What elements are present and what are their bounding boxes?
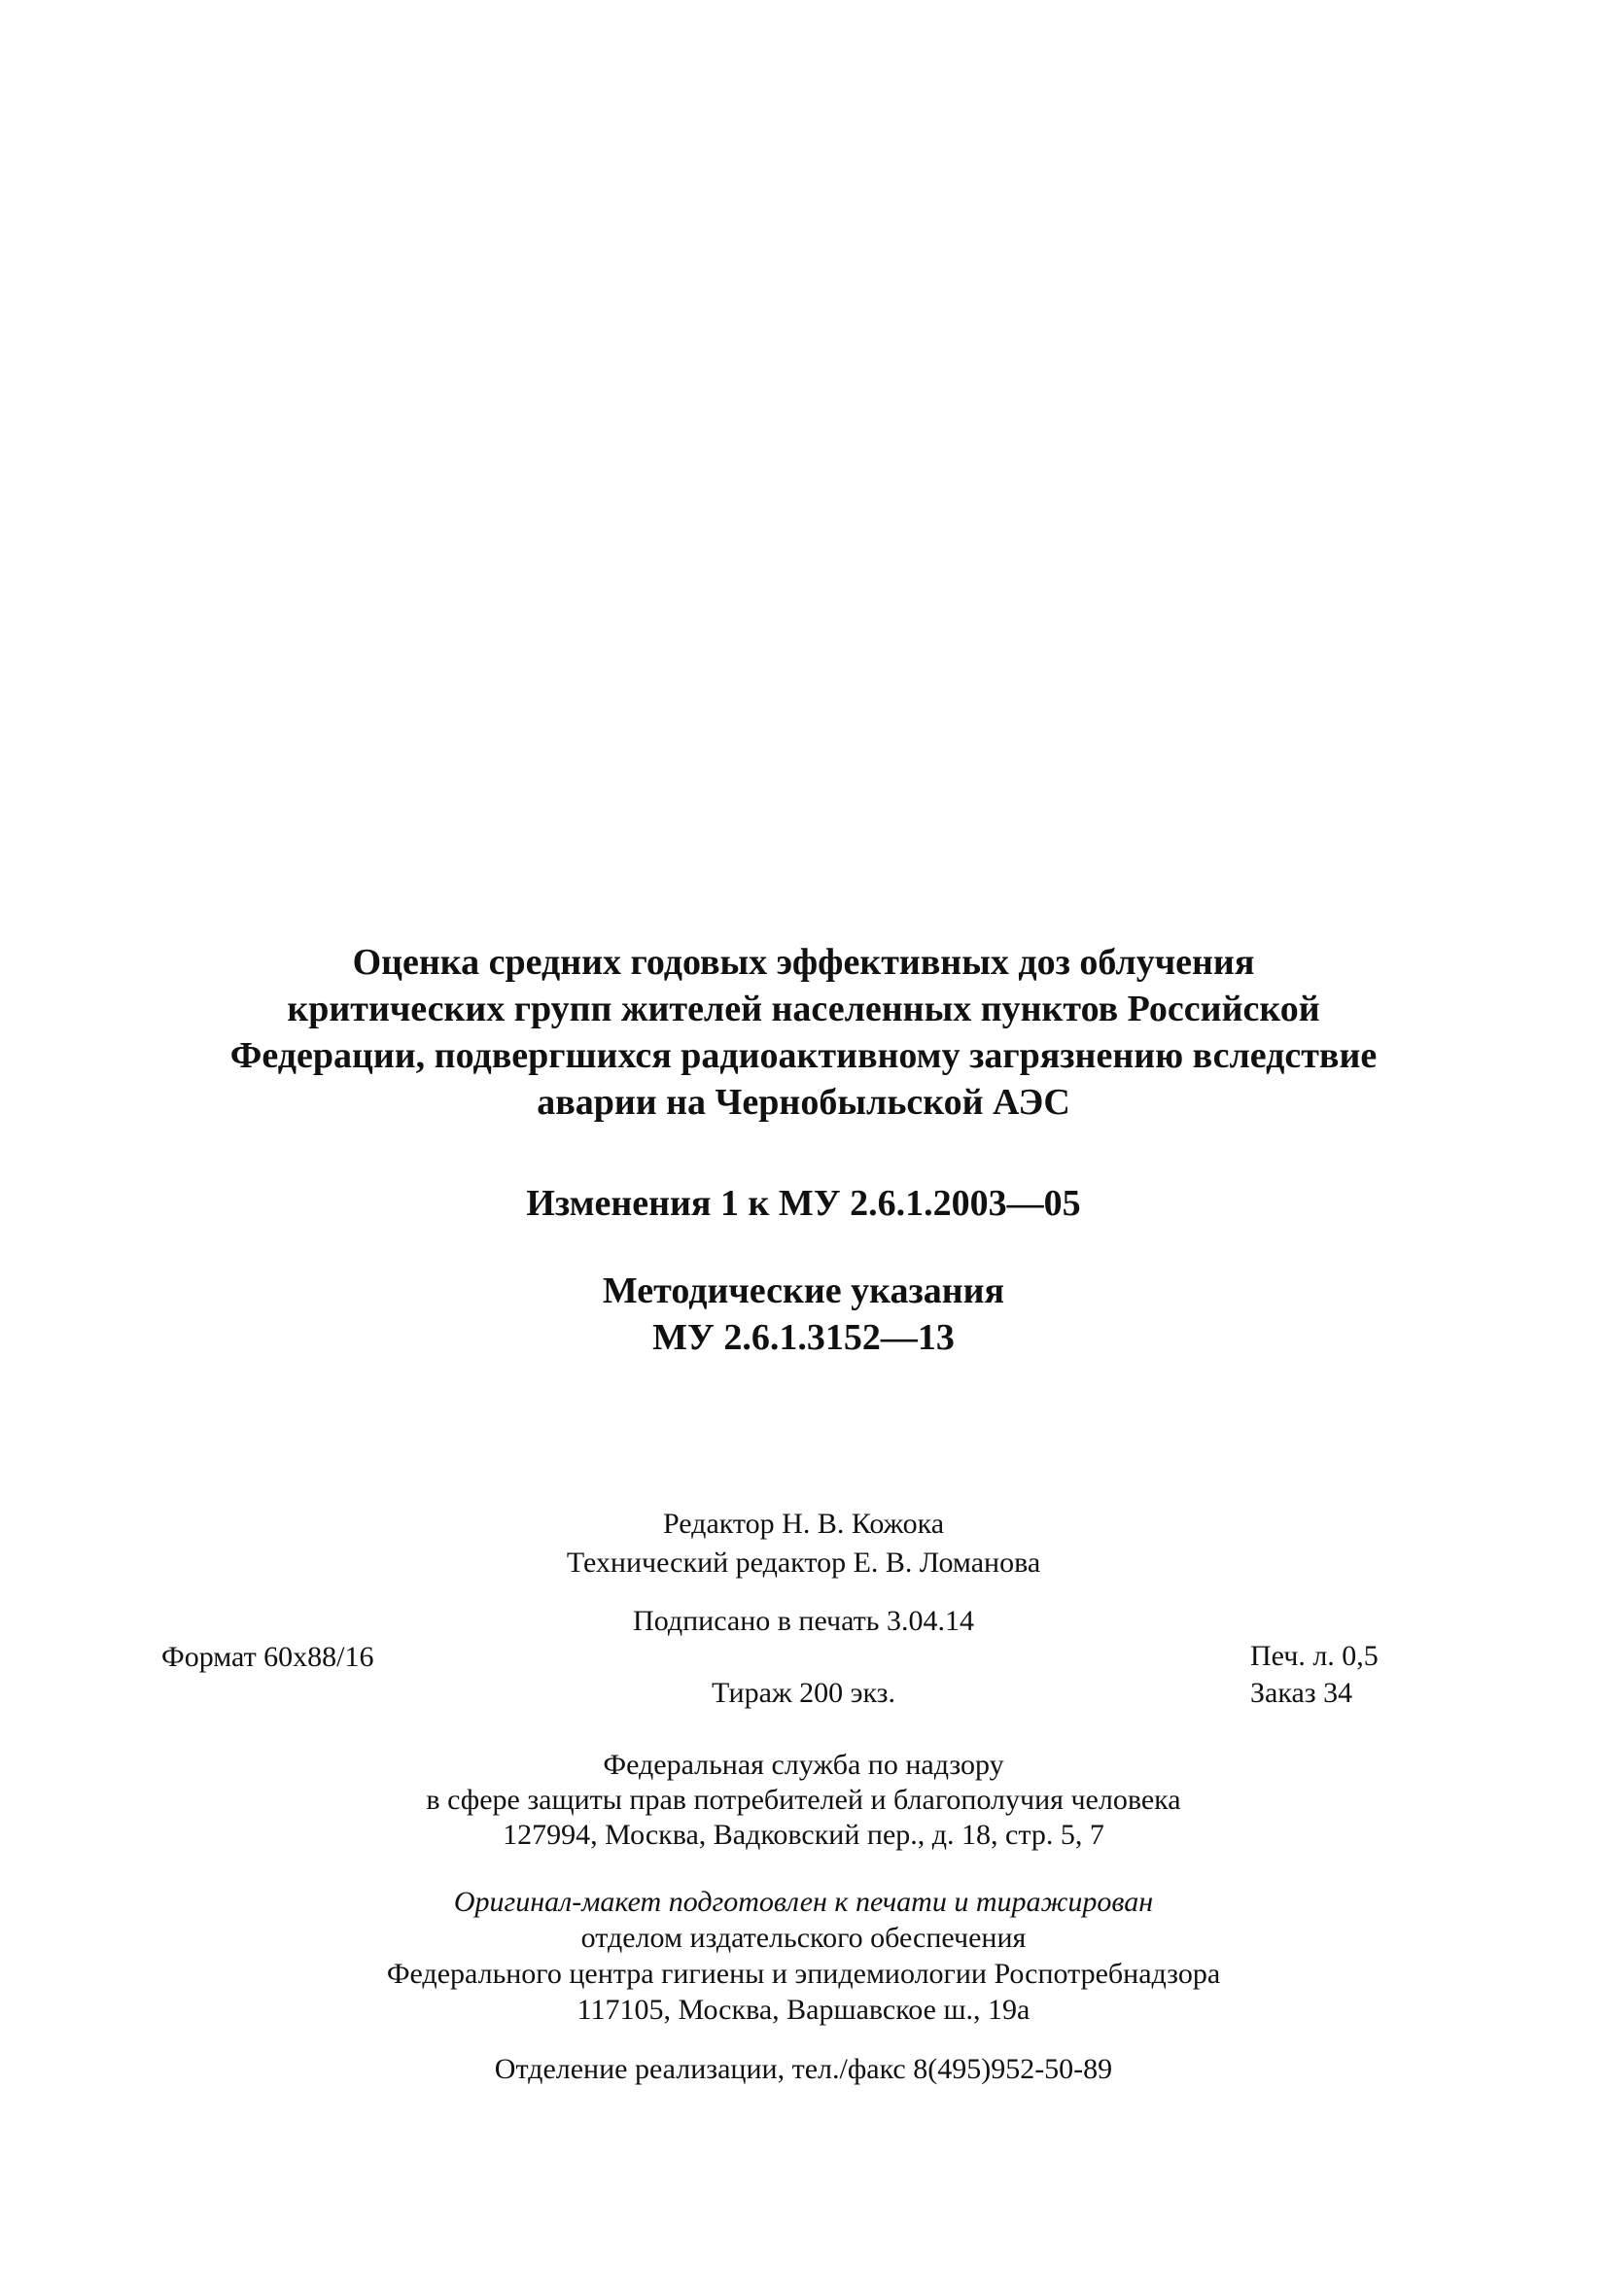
- document-title: [0, 939, 1607, 1126]
- title-line-3: Федерации, подвергшихся радиоактивному загрязнению вследствие: [229, 1035, 1378, 1076]
- maket-line-2: отделом издательского обеспечения: [580, 1922, 1027, 1954]
- editors-block: [0, 1505, 1607, 1583]
- maket-address: 117105, Москва, Варшавское ш., 19а: [576, 1994, 1031, 2026]
- title-line-2: критических групп жителей населенных пунктов Российской: [287, 989, 1320, 1029]
- tech-editor-name: Технический редактор Е. В. Ломанова: [566, 1547, 1041, 1579]
- document-type: [0, 1268, 1607, 1361]
- order-info: Заказ 34: [1250, 1677, 1353, 1709]
- sheets-info: Печ. л. 0,5: [1250, 1640, 1379, 1672]
- service-address: 127994, Москва, Вадковский пер., д. 18, стр. 5, 7: [503, 1819, 1104, 1851]
- circulation-info: Тираж 200 экз.: [711, 1677, 896, 1709]
- doctype-number: МУ 2.6.1.3152—13: [652, 1317, 955, 1358]
- title-line-4: аварии на Чернобыльской АЭС: [537, 1082, 1070, 1123]
- publisher-service: [0, 1748, 1607, 1853]
- changes-heading: Изменения 1 к МУ 2.6.1.2003—05: [526, 1183, 1081, 1224]
- maket-line-1: Оригинал-макет подготовлен к печати и тиражирован: [453, 1886, 1154, 1918]
- service-line-1: Федеральная служба по надзору: [603, 1749, 1004, 1781]
- sales-contact: Отделение реализации, тел./факс 8(495)952-50-89: [494, 2053, 1113, 2085]
- doctype-line-1: Методические указания: [602, 1270, 1005, 1311]
- signed-date: Подписано в печать 3.04.14: [633, 1605, 974, 1637]
- maket-line-3: Федерального центра гигиены и эпидемиологии Роспотребнадзора: [386, 1958, 1221, 1990]
- editor-name: Редактор Н. В. Кожока: [662, 1508, 945, 1540]
- service-line-2: в сфере защиты прав потребителей и благополучия человека: [426, 1784, 1181, 1816]
- title-line-1: Оценка средних годовых эффективных доз облучения: [352, 942, 1255, 983]
- format-info: Формат 60x88/16: [161, 1641, 374, 1673]
- layout-info: [0, 1884, 1607, 2028]
